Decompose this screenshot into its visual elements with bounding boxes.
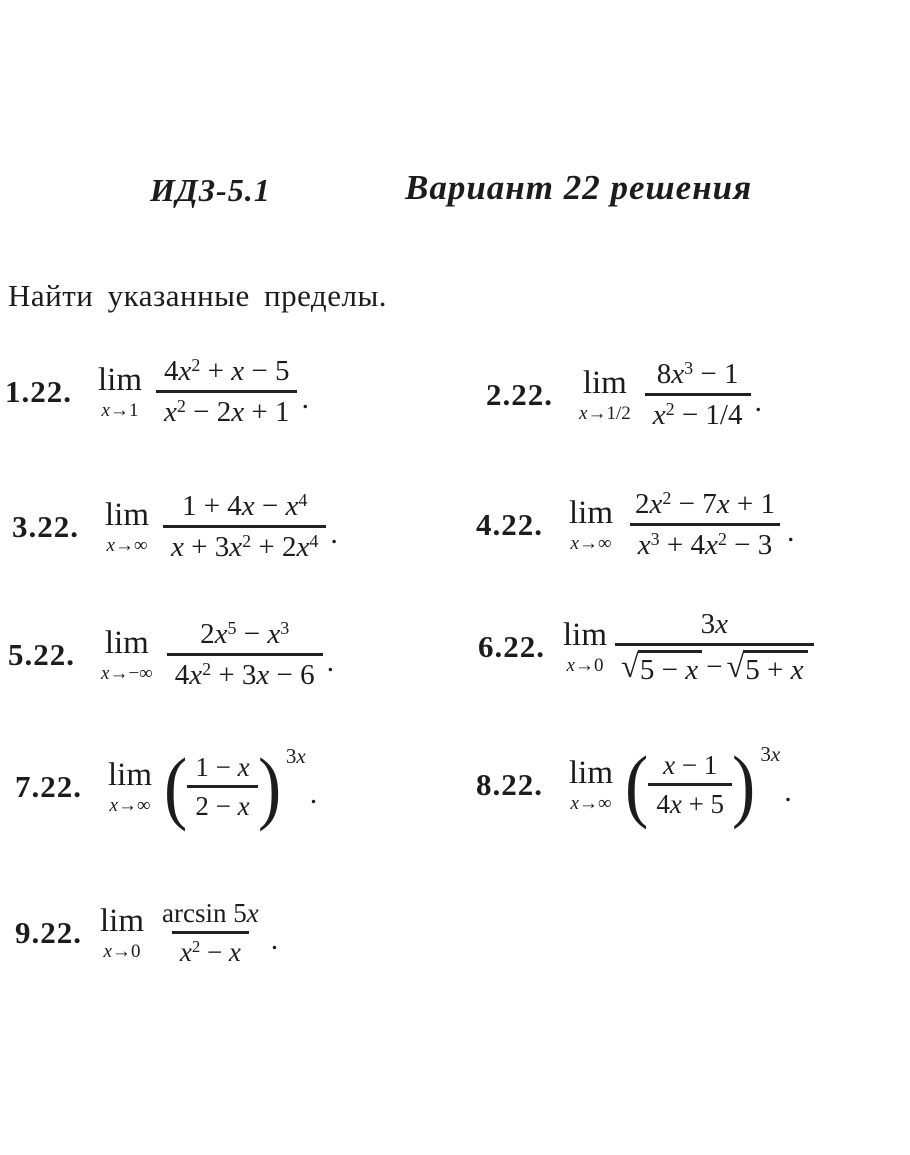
problem-9-22 [15,898,278,967]
denominator: 4x + 5 [648,783,732,819]
denominator: $x^2 - 1/4$ [645,393,751,431]
lim-subscript: x→0 [566,655,604,677]
fraction [167,618,323,692]
sqrt-radical [621,650,702,686]
left-paren: ( [625,738,649,830]
lim-word: lim [100,902,145,939]
parenthesized-power [162,740,306,832]
denominator: $x^3 + 4x^2 - 3$ [630,523,780,561]
numerator: $4x^2 + x - 5$ [164,355,290,387]
limit-operator [579,364,631,424]
problem-5-22 [8,618,334,692]
lim-subscript: x→1 [101,399,139,421]
exponent: 3x [760,742,781,766]
problem-6-22 [478,608,818,687]
limit-operator [105,496,150,556]
left-paren: ( [164,740,188,832]
denominator: $4x^2 + 3x - 6$ [167,653,323,691]
lim-word: lim [108,756,153,793]
lim-subscript: x→0 [103,940,141,962]
problem-8-22 [476,738,792,830]
trailing-period: . [309,776,318,810]
sqrt-radical [726,650,807,686]
limit-operator [98,361,143,421]
problem-3-22 [12,490,338,564]
radical-sign-icon: √ [621,649,639,686]
radical-sign-icon: √ [726,649,745,686]
denominator: $x + 3x^2 + 2x^4$ [163,525,326,563]
problem-number: 6.22. [478,629,545,665]
lim-word: lim [582,364,627,401]
problem-7-22 [15,740,318,832]
trailing-period: . [786,514,795,548]
fraction [154,898,267,967]
limit-operator [108,756,153,816]
lim-subscript: x→∞ [109,794,151,816]
fraction [163,490,326,564]
numerator: $1 + 4x - x^4$ [181,490,308,522]
problem-number: 3.22. [12,508,79,544]
lim-word: lim [105,496,150,533]
denominator [615,643,813,686]
radicand: 5 + x [743,650,807,686]
trailing-period: . [301,381,309,415]
limit-operator [101,624,153,684]
problem-number: 1.22. [5,373,72,409]
radicand: 5 − x [638,650,702,686]
numerator: $2x^5 - x^3$ [200,618,290,650]
trailing-period: . [270,922,279,956]
limit-operator [100,902,145,962]
numerator: $8x^3 - 1$ [656,358,739,390]
numerator: $2x^2 - 7x + 1$ [635,488,775,520]
denominator: $x^2 - x$ [172,931,249,967]
fraction [645,358,751,432]
trailing-period: . [784,774,792,808]
fraction [627,488,783,562]
variant-title: Вариант 22 решения [405,168,753,207]
lim-subscript: x→−∞ [101,662,153,684]
numerator: 3x [700,608,728,640]
lim-word: lim [569,754,614,791]
fraction [648,750,732,819]
right-paren: ) [732,738,756,830]
instruction-text: Найти указанные пределы. [8,278,388,313]
lim-word: lim [104,624,149,661]
fraction [187,752,257,821]
trailing-period: . [754,384,762,418]
limit-operator [569,494,614,554]
exponent: 3x [285,744,306,768]
fraction [615,608,813,687]
problem-number: 4.22. [476,506,543,542]
trailing-period: . [330,516,338,550]
lim-subscript: x→1/2 [579,402,631,424]
right-paren: ) [257,740,281,832]
numerator: arcsin 5x [162,898,259,928]
parenthesized-power [623,738,781,830]
lim-word: lim [563,617,608,654]
lim-subscript: x→∞ [570,792,612,814]
limit-operator [569,754,614,814]
problem-number: 5.22. [8,636,75,672]
problem-number: 9.22. [15,914,82,950]
minus-operator: − [706,651,723,684]
numerator: 1 − x [195,752,250,782]
denominator: $x^2 - 2x + 1$ [156,390,297,428]
lim-subscript: x→∞ [106,534,148,556]
problem-4-22 [476,488,794,562]
problem-number: 8.22. [476,766,543,802]
problem-number: 7.22. [15,768,82,804]
numerator: x − 1 [663,750,718,780]
problem-1-22 [5,355,309,429]
denominator: 2 − x [187,785,257,821]
lim-word: lim [98,361,143,398]
trailing-period: . [326,644,335,678]
fraction [156,355,297,429]
lim-subscript: x→∞ [570,532,612,554]
assignment-title: ИДЗ-5.1 [150,172,271,208]
lim-word: lim [569,494,614,531]
problem-2-22 [486,358,762,432]
problem-number: 2.22. [486,376,553,412]
limit-operator [563,619,607,675]
